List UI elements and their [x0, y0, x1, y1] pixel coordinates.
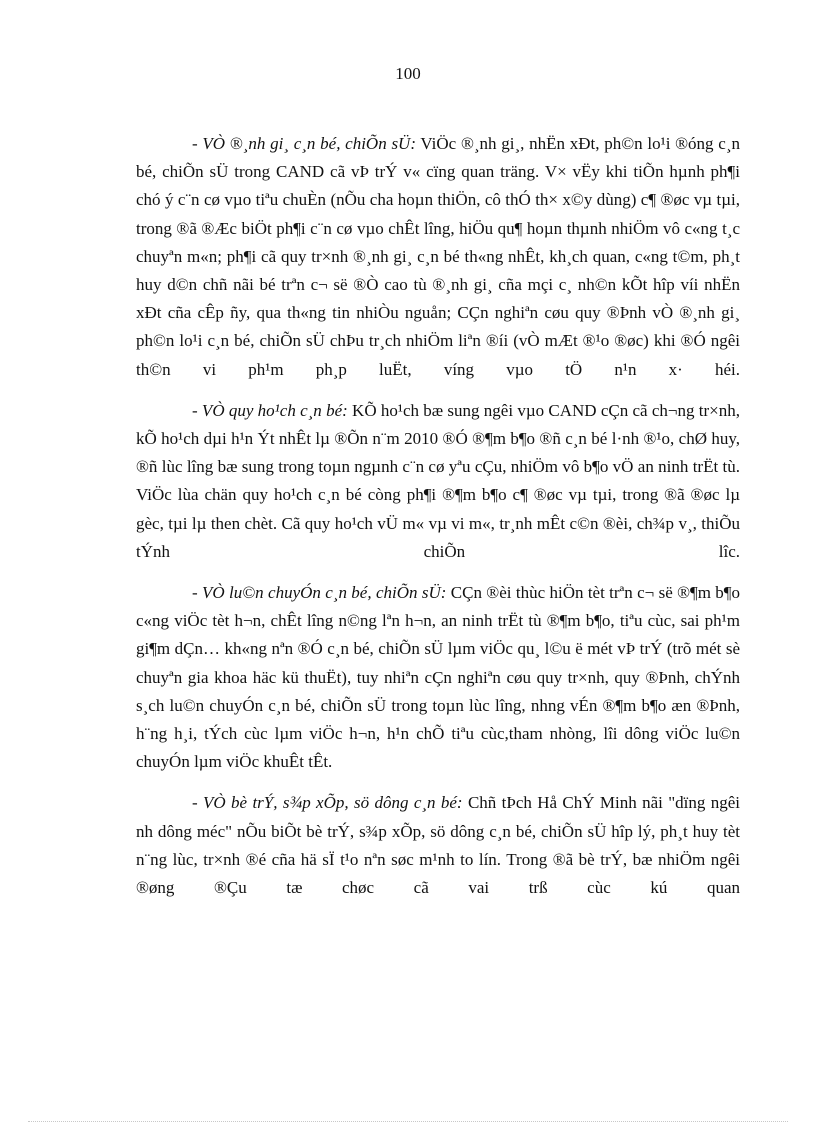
paragraph-body: KÕ ho¹ch bæ sung ngêi vµo CAND cÇn cã ch¬ng tr×nh, kÕ ho¹ch dµi h¹n Ýt nhÊt lµ ®Õn n¨m 2010 ®Ó ®¶m b¶o ®ñ c¸n bé l·nh ®¹o, chØ huy, ®ñ lùc lîng bæ sung trong toµn ngµnh c¨n cø yªu cÇu, nhiÖm vô b¶o vÖ an ninh trËt tù. ViÖc lùa chän quy ho¹ch c¸n bé còng ph¶i ®¶m b¶o c¶ ®øc vµ tµi, trong ®ã ®øc lµ gèc, tµi lµ then chèt. Cã quy ho¹ch vÜ m« vµ vi m«, tr¸nh mÊt c©n ®èi, ch¾p v¸, thiÕu tÝnh chiÕn lîc.: [136, 400, 740, 561]
paragraph-heading: - VÒ lu©n chuyÓn c¸n bé, chiÕn sÜ:: [192, 583, 447, 603]
page-bottom-rule: [28, 1121, 788, 1122]
paragraph-heading: - VÒ bè trÝ, s¾p xÕp, sö dông c¸n bé:: [192, 793, 463, 813]
body-text: [136, 130, 740, 915]
paragraph-evaluation: [136, 130, 740, 384]
paragraph-rotation: [136, 579, 740, 776]
paragraph-body: Chñ tÞch Hå ChÝ Minh nãi "dïng ngêi nh dông méc" nÕu biÕt bè trÝ, s¾p xÕp, sö dông c¸n bé, chiÕn sÜ hîp lý, ph¸t huy tèt n¨ng lùc, tr×nh ®é cña hä sÏ t¹o nªn søc m¹nh to lín. Trong ®ã bè trÝ, bæ nhiÖm ngêi ®øng ®Çu tæ chøc cã vai trß cùc kú quan: [136, 793, 740, 898]
paragraph-body: ViÖc ®¸nh gi¸, nhËn xÐt, ph©n lo¹i ®óng c¸n bé, chiÕn sÜ trong CAND cã vÞ trÝ v« cïng quan träng. V× vËy khi tiÕn hµnh ph¶i chó ý c¨n cø vµo tiªu chuÈn (nÕu cha hoµn thiÖn, cô thÓ th× x©y dùng) c¶ ®øc vµ tµi, trong ®ã ®Æc biÖt ph¶i c¨n cø vµo chÊt lîng, hiÖu qu¶ hoµn thµnh nhiÖm vô c«ng t¸c chuyªn m«n; ph¶i cã quy tr×nh ®¸nh gi¸ c¸n bé th«ng nhÊt, kh¸ch quan, c«ng t©m, ph¸t huy d©n chñ nãi bé trªn c¬ së ®Ò cao tù ®¸nh gi¸ cña mçi c¸ nh©n kÕt hîp víi nhËn xÐt cña cÊp ñy, qua th«ng tin nhiÒu nguån; CÇn nghiªn cøu quy ®Þnh vÒ ®¸nh gi¸ ph©n lo¹i c¸n bé, chiÕn sÜ chÞu tr¸ch nhiÖm liªn ®íi (vÒ mÆt ®¹o ®øc) khi ®Ó ngêi th©n vi ph¹m ph¸p luËt, víng vµo tÖ n¹n x· héi.: [136, 134, 740, 379]
page-number: 100: [395, 64, 421, 83]
paragraph-heading: - VÒ ®¸nh gi¸ c¸n bé, chiÕn sÜ:: [192, 134, 416, 153]
paragraph-body: CÇn ®èi thùc hiÖn tèt trªn c¬ së ®¶m b¶o c«ng viÖc tèt h¬n, chÊt lîng n©ng lªn h¬n, an ninh trËt tù ®¶m b¶o, tiªu cùc, sai ph¹m gi¶m dÇn… kh«ng nªn ®Ó c¸n bé, chiÕn sÜ lµm viÖc qu¸ l©u ë mét vÞ trÝ (trõ mét sè chuyªn gia khoa häc kü thuËt), tuy nhiªn cÇn nghiªn cøu quy tr×nh, quy ®Þnh, chÝnh s¸ch lu©n chuyÓn c¸n bé, chiÕn sÜ trong toµn lùc lîng, nhng vÉn ®¶m b¶o æn ®Þnh, h¨ng h¸i, tÝch cùc lµm viÖc h¬n, h¹n chÕ tiªu cùc,tham nhòng, lîi dông viÖc lu©n chuyÓn lµm viÖc khuÊt tÊt.: [136, 583, 740, 772]
paragraph-planning: [136, 397, 740, 566]
paragraph-deployment: [136, 789, 740, 902]
paragraph-heading: - VÒ quy ho¹ch c¸n bé:: [192, 400, 348, 420]
